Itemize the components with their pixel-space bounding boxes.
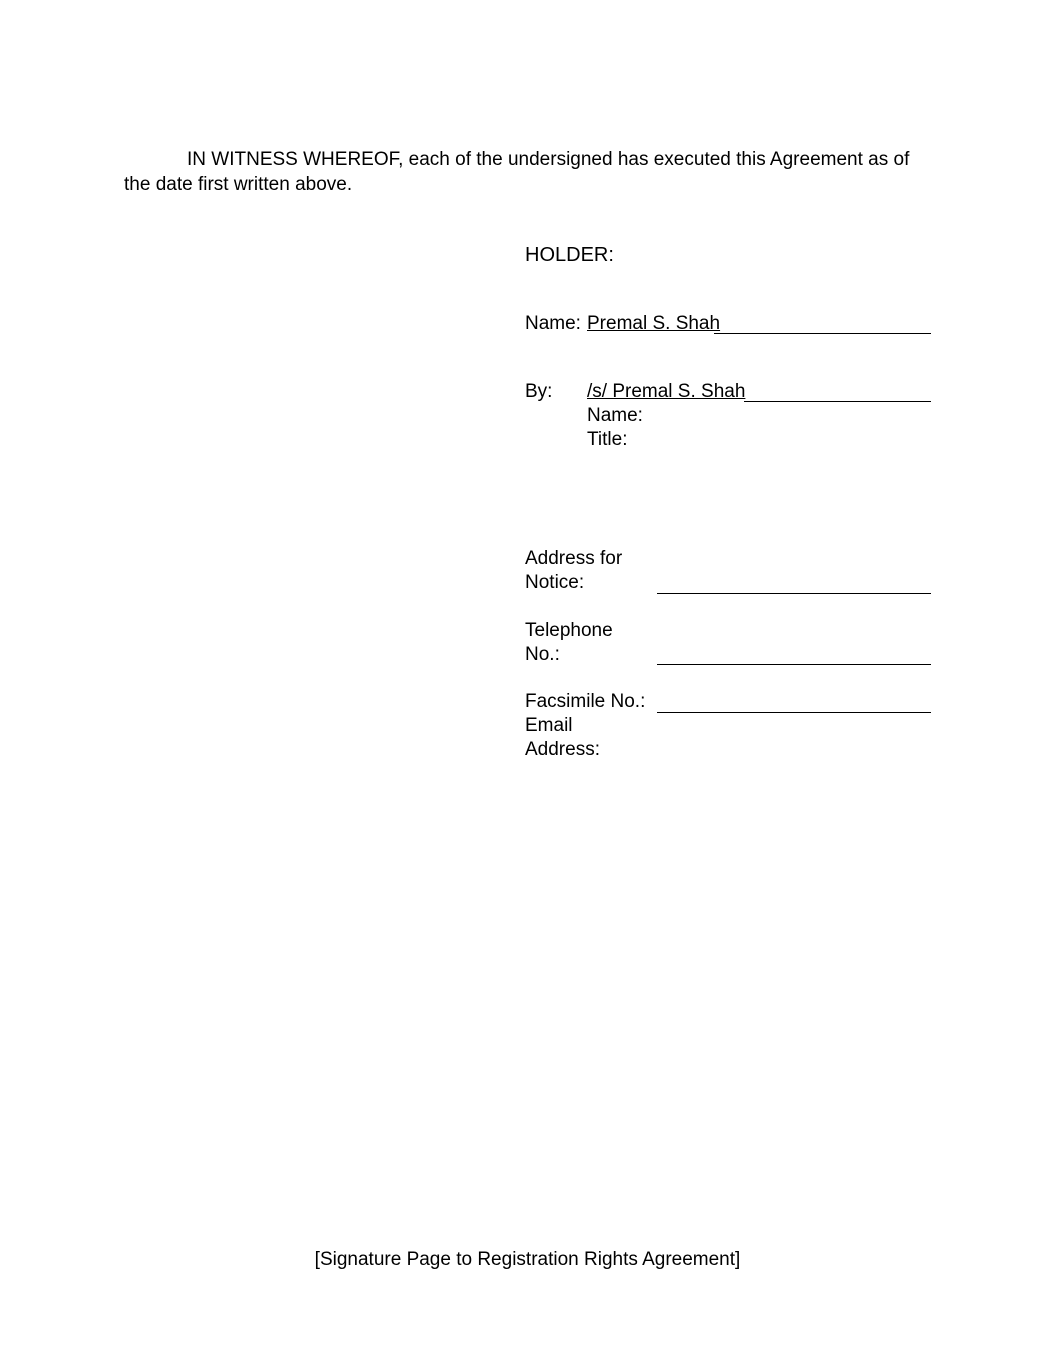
name-signature-line — [714, 333, 931, 334]
facsimile-label: Facsimile No.: — [525, 691, 646, 712]
email-label-line-1: Email — [525, 715, 573, 736]
intro-line-1: IN WITNESS WHEREOF, each of the undersigned has executed this Agreement as of — [187, 149, 910, 170]
by-signature-line — [744, 401, 931, 402]
page-footer: [Signature Page to Registration Rights Agreement] — [314, 1249, 741, 1270]
name-label: Name: — [525, 313, 581, 334]
intro-line-2: the date first written above. — [124, 174, 353, 195]
telephone-field-line — [657, 664, 931, 665]
by-title-label: Title: — [587, 429, 628, 450]
by-name-label: Name: — [587, 405, 643, 426]
by-signature-value: /s/ Premal S. Shah — [587, 381, 746, 402]
telephone-label-line-2: No.: — [525, 644, 560, 665]
holder-heading: HOLDER: — [525, 244, 614, 266]
facsimile-field-line — [657, 712, 931, 713]
telephone-label-line-1: Telephone — [525, 620, 613, 641]
address-field-line — [657, 593, 931, 594]
name-value: Premal S. Shah — [587, 313, 721, 334]
address-label-line-2: Notice: — [525, 572, 585, 593]
address-label-line-1: Address for — [525, 548, 623, 569]
email-label-line-2: Address: — [525, 739, 600, 760]
by-label: By: — [525, 381, 553, 402]
